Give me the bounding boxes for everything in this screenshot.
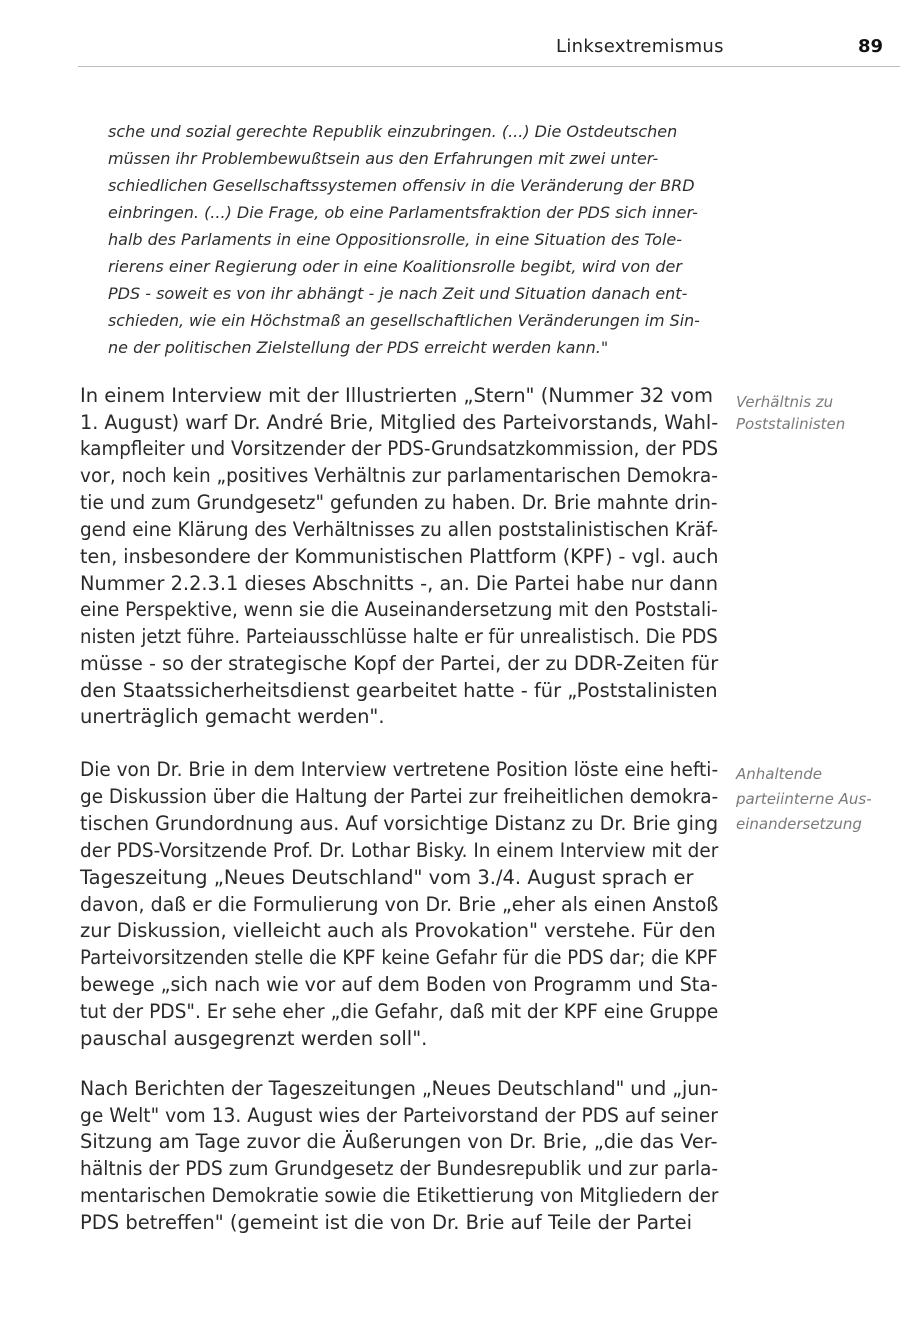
paragraph-line: PDS betreffen" (gemeint ist die von Dr. Brie auf Teile der Partei: [80, 1211, 693, 1234]
quote-line: halb des Parlaments in eine Oppositionsrolle, in eine Situation des Tole-: [108, 230, 683, 249]
quote-line: schieden, wie ein Höchstmaß an gesellschaftlichen Veränderungen im Sin-: [108, 311, 700, 330]
paragraph-line: unerträglich gemacht werden".: [80, 705, 385, 728]
paragraph-line: hältnis der PDS zum Grundgesetz der Bundesrepublik und zur parla-: [80, 1157, 719, 1180]
margin-note-line: einandersetzung: [736, 815, 862, 833]
paragraph-line: tie und zum Grundgesetz" gefunden zu haben. Dr. Brie mahnte drin-: [80, 491, 718, 514]
paragraph-line: Sitzung am Tage zuvor die Äußerungen von Dr. Brie, „die das Ver-: [80, 1130, 718, 1153]
paragraph-line: nisten jetzt führe. Parteiausschlüsse halte er für unrealistisch. Die PDS: [80, 625, 718, 648]
paragraph-line: davon, daß er die Formulierung von Dr. Brie „eher als einen Anstoß: [80, 893, 719, 916]
quote-line: sche und sozial gerechte Republik einzubringen. (...) Die Ostdeutschen: [108, 122, 678, 141]
paragraph-line: zur Diskussion, vielleicht auch als Provokation" verstehe. Für den: [80, 919, 716, 942]
running-header-title: Linksextremismus: [556, 36, 724, 57]
paragraph-line: eine Perspektive, wenn sie die Auseinandersetzung mit den Poststali-: [80, 598, 718, 621]
paragraph-line: vor, noch kein „positives Verhältnis zur parlamentarischen Demokra-: [80, 464, 718, 487]
quote-line: schiedlichen Gesellschaftssystemen offensiv in die Veränderung der BRD: [108, 176, 695, 195]
paragraph-line: müsse - so der strategische Kopf der Partei, der zu DDR-Zeiten für: [80, 652, 719, 675]
paragraph-line: tut der PDS". Er sehe eher „die Gefahr, daß mit der KPF eine Gruppe: [80, 1000, 719, 1023]
margin-note-line: parteiinterne Aus-: [736, 790, 872, 808]
paragraph-line: ge Diskussion über die Haltung der Partei zur freiheitlichen demokra-: [80, 785, 719, 808]
paragraph-line: mentarischen Demokratie sowie die Etikettierung von Mitgliedern der: [80, 1184, 719, 1207]
quote-line: einbringen. (...) Die Frage, ob eine Parlamentsfraktion der PDS sich inner-: [108, 203, 698, 222]
margin-note-line: Verhältnis zu: [736, 393, 834, 411]
paragraph-line: Parteivorsitzenden stelle die KPF keine Gefahr für die PDS dar; die KPF: [80, 946, 718, 969]
paragraph-line: kampfleiter und Vorsitzender der PDS-Grundsatzkommission, der PDS: [80, 437, 719, 460]
paragraph-line: den Staatssicherheitsdienst gearbeitet hatte - für „Poststalinisten: [80, 679, 718, 702]
paragraph-line: Die von Dr. Brie in dem Interview vertretene Position löste eine hefti-: [80, 758, 719, 781]
header-rule: [78, 66, 900, 67]
quote-line: PDS - soweit es von ihr abhängt - je nach Zeit und Situation danach ent-: [108, 284, 688, 303]
paragraph-line: der PDS-Vorsitzende Prof. Dr. Lothar Bisky. In einem Interview mit der: [80, 839, 719, 862]
paragraph-line: bewege „sich nach wie vor auf dem Boden von Programm und Sta-: [80, 973, 718, 996]
paragraph-line: In einem Interview mit der Illustrierten „Stern" (Nummer 32 vom: [80, 384, 713, 407]
paragraph-line: gend eine Klärung des Verhältnisses zu allen poststalinistischen Kräf-: [80, 518, 719, 541]
paragraph-line: ge Welt" vom 13. August wies der Parteivorstand der PDS auf seiner: [80, 1104, 718, 1127]
quote-line: müssen ihr Problembewußtsein aus den Erfahrungen mit zwei unter-: [108, 149, 659, 168]
quote-line: rierens einer Regierung oder in eine Koalitionsrolle begibt, wird von der: [108, 257, 682, 276]
paragraph-line: Tageszeitung „Neues Deutschland" vom 3./4. August sprach er: [80, 866, 694, 889]
margin-note-line: Poststalinisten: [736, 415, 846, 433]
paragraph-line: tischen Grundordnung aus. Auf vorsichtige Distanz zu Dr. Brie ging: [80, 812, 719, 835]
quote-line: ne der politischen Zielstellung der PDS erreicht werden kann.": [108, 338, 609, 357]
paragraph-line: Nach Berichten der Tageszeitungen „Neues Deutschland" und „jun-: [80, 1077, 719, 1100]
paragraph-line: Nummer 2.2.3.1 dieses Abschnitts -, an. Die Partei habe nur dann: [80, 572, 718, 595]
paragraph-line: ten, insbesondere der Kommunistischen Plattform (KPF) - vgl. auch: [80, 545, 719, 568]
page-number: 89: [858, 36, 884, 57]
margin-note-line: Anhaltende: [736, 765, 823, 783]
paragraph-line: 1. August) warf Dr. André Brie, Mitglied des Parteivorstands, Wahl-: [80, 411, 719, 434]
paragraph-line: pauschal ausgegrenzt werden soll".: [80, 1027, 428, 1050]
